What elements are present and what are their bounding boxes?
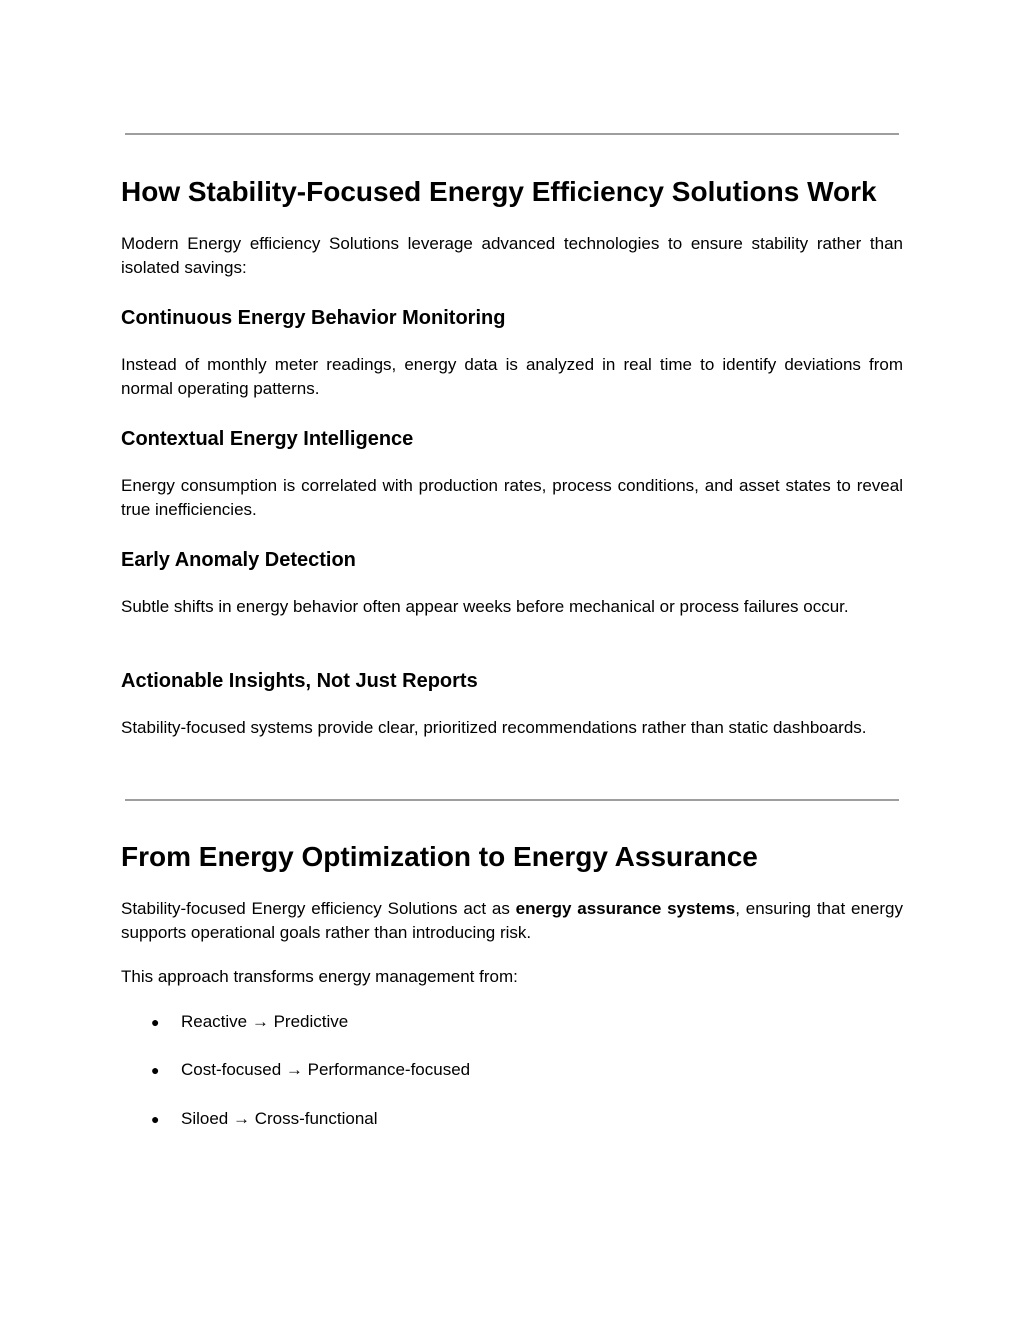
bold-energy-assurance-systems: energy assurance systems bbox=[515, 899, 736, 918]
list-item bbox=[151, 1107, 378, 1131]
list-item bbox=[151, 1010, 348, 1034]
paragraph-text-end: , ensuring that energy supports operational goals rather than introducing risk. bbox=[121, 899, 903, 942]
paragraph-actionable-insights: Stability-focused systems provide clear, prioritized recommendations rather than static dashboards. bbox=[121, 718, 867, 737]
top-divider bbox=[125, 133, 899, 135]
paragraph-continuous-monitoring: Instead of monthly meter readings, energy data is analyzed in real time to identify deviations from normal operating patterns. bbox=[121, 355, 903, 398]
paragraph-energy-assurance bbox=[121, 897, 903, 945]
bullet-dot-icon: ● bbox=[151, 1062, 160, 1078]
paragraph-contextual-intelligence: Energy consumption is correlated with production rates, process conditions, and asset states to reveal true inefficiencies. bbox=[121, 476, 903, 519]
section-title-energy-assurance: From Energy Optimization to Energy Assurance bbox=[121, 841, 758, 872]
section-title-how-it-works: How Stability-Focused Energy Efficiency Solutions Work bbox=[121, 176, 877, 207]
paragraph-text-start: Stability-focused Energy efficiency Solutions act as bbox=[121, 899, 516, 918]
subheading-actionable-insights: Actionable Insights, Not Just Reports bbox=[121, 670, 478, 692]
section-intro: Modern Energy efficiency Solutions leverage advanced technologies to ensure stability rather than isolated savings: bbox=[121, 234, 903, 277]
paragraph-anomaly-detection: Subtle shifts in energy behavior often appear weeks before mechanical or process failures occur. bbox=[121, 597, 849, 616]
list-item bbox=[151, 1058, 470, 1082]
subheading-continuous-monitoring: Continuous Energy Behavior Monitoring bbox=[121, 307, 506, 329]
bullet-dot-icon: ● bbox=[151, 1014, 160, 1030]
list-item-text: Siloed → Cross-functional bbox=[181, 1109, 378, 1128]
subheading-anomaly-detection: Early Anomaly Detection bbox=[121, 549, 356, 571]
bullet-dot-icon: ● bbox=[151, 1111, 160, 1127]
list-item-text: Reactive → Predictive bbox=[181, 1012, 349, 1031]
subheading-contextual-intelligence: Contextual Energy Intelligence bbox=[121, 428, 414, 450]
middle-divider bbox=[125, 799, 899, 801]
paragraph-transforms: This approach transforms energy management from: bbox=[121, 967, 518, 986]
list-item-text: Cost-focused → Performance-focused bbox=[181, 1060, 471, 1079]
